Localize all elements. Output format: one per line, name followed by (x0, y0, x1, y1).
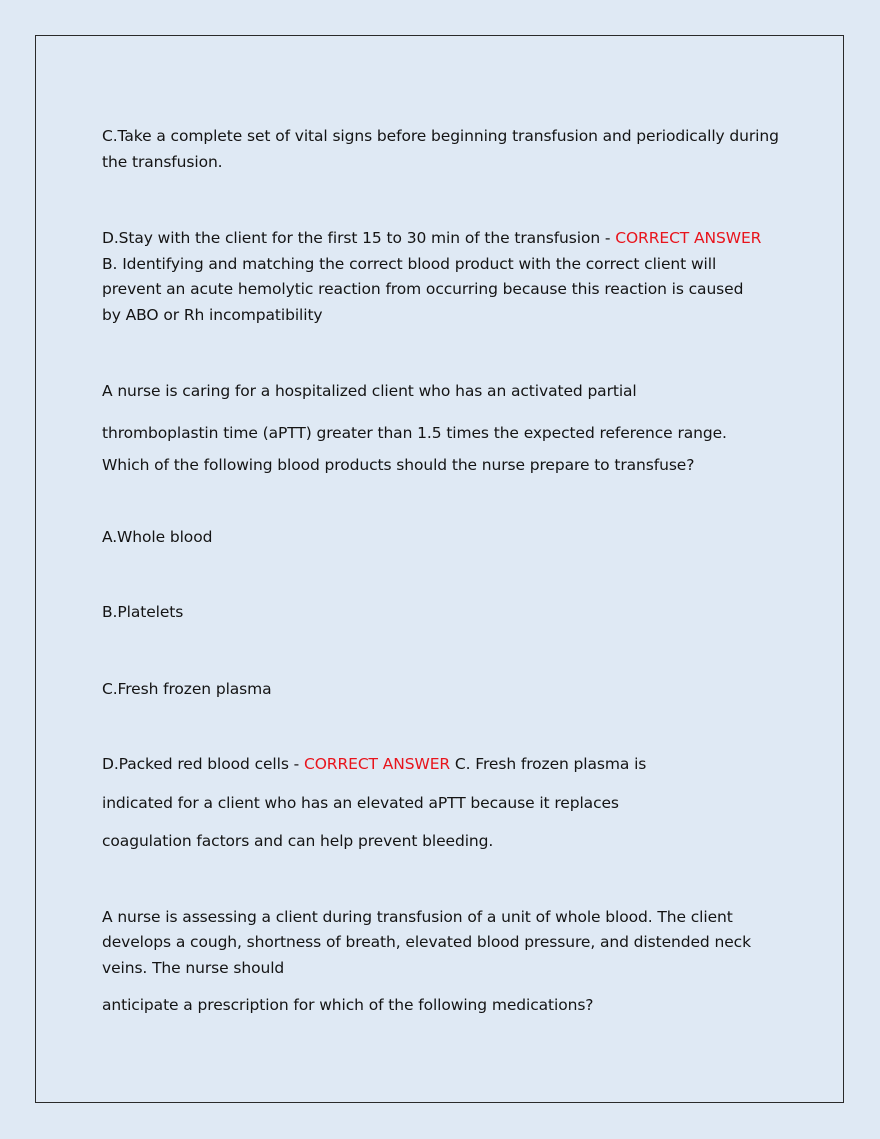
q3-stem-para1: A nurse is assessing a client during transfusion of a unit of whole blood. The client develops a cough, shortness of breath, elevated blood pressure, and distended neck veins. The nurse should (102, 907, 751, 977)
document-body (102, 124, 782, 1019)
q1-option-d-text: D.Stay with the client for the first 15 to 30 min of the transfusion - (102, 229, 616, 247)
q2-answer-explanation: C. Fresh frozen plasma is (450, 755, 647, 773)
q2-option-d-with-answer (102, 752, 782, 778)
q2-answer-line3: coagulation factors and can help prevent bleeding. (102, 832, 494, 850)
q1-option-c: C.Take a complete set of vital signs before beginning transfusion and periodically during the transfusion. (102, 127, 779, 171)
q2-stem-line1: A nurse is caring for a hospitalized client who has an activated partial (102, 382, 637, 400)
q2-answer-line2: indicated for a client who has an elevated aPTT because it replaces (102, 793, 619, 812)
q1-correct-answer-label: CORRECT ANSWER (615, 229, 762, 247)
q1-option-d-with-answer (102, 226, 762, 328)
q2-option-c: C.Fresh frozen plasma (102, 679, 272, 698)
q2-correct-answer-label: CORRECT ANSWER (303, 755, 451, 773)
q2-option-d-text: D.Packed red blood cells - (102, 755, 304, 773)
q1-answer-explanation: B. Identifying and matching the correct blood product with the correct client will prevent an acute hemolytic reaction from occurring because this reaction is caused by ABO or Rh incompatibility (102, 254, 744, 324)
q3-stem-para2: anticipate a prescription for which of the following medications? (102, 996, 594, 1014)
q2-option-a: A.Whole blood (102, 527, 213, 546)
q2-option-b: B.Platelets (102, 603, 184, 621)
q2-stem-line2: thromboplastin time (aPTT) greater than 1.5 times the expected reference range. Which of the following blood products should the nurse prepare to transfuse? (102, 423, 727, 474)
